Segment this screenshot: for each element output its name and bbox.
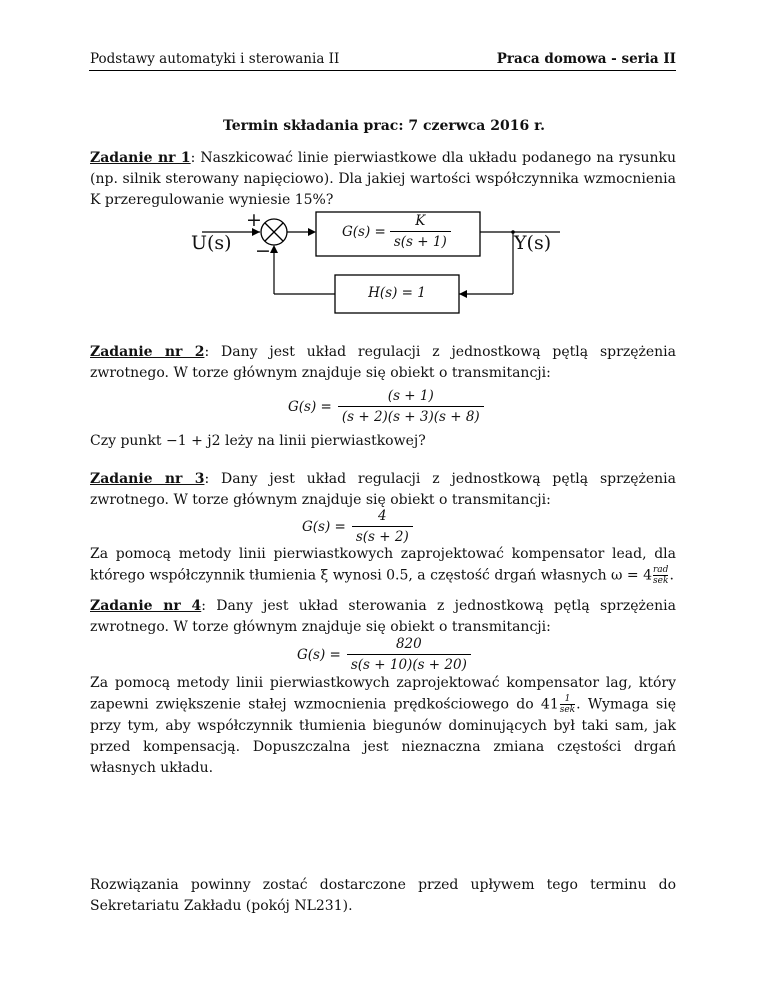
task2-paragraph xyxy=(90,342,676,384)
task2-equation xyxy=(288,388,484,425)
feedback-transfer: H(s) = 1 xyxy=(368,285,426,301)
task2-label: Zadanie nr 2 xyxy=(90,344,205,360)
forward-num: K xyxy=(415,213,426,229)
task3-text2-end: . xyxy=(669,567,674,584)
task3-eq-den: s(s + 2) xyxy=(352,526,413,545)
task3-eq-lhs: G(s) = xyxy=(302,518,346,535)
header-rule xyxy=(89,70,676,71)
footer-note: Rozwiązania powinny zostać dostarczone przed upływem tego terminu do Sekretariatu Zakładu (pokój NL231). xyxy=(90,877,676,914)
task4-unit-den: sek xyxy=(559,705,576,715)
task3-unit xyxy=(653,565,668,586)
task4-paragraph xyxy=(90,596,676,638)
task3-text2: Za pomocą metody linii pierwiastkowych zaprojektować kompensator lead, dla którego współczynnik tłumienia ξ wynosi 0.5, a częstość drgań własnych ω = 4 xyxy=(90,546,676,584)
deadline: Termin składania prac: 7 czerwca 2016 r. xyxy=(222,118,546,134)
minus-sign: − xyxy=(255,240,271,262)
task1-text: : Naszkicować linie pierwiastkowe dla układu podanego na rysunku (np. silnik sterowany napięciowo). Dla jakiej wartości współczynnika wzmocnienia K przeregulowanie wyniesie 15%? xyxy=(90,150,676,208)
task1-label: Zadanie nr 1 xyxy=(90,150,191,166)
task2-question: Czy punkt −1 + j2 leży na linii pierwiastkowej? xyxy=(90,433,426,449)
task4-text2: Za pomocą metody linii pierwiastkowych zaprojektować kompensator lag, który zapewni zwiększenie stałej wzmocnienia prędkościowego do 41 xyxy=(90,675,676,713)
task4-label: Zadanie nr 4 xyxy=(90,598,202,614)
task3-paragraph-2 xyxy=(90,544,676,587)
series-title: Praca domowa - seria II xyxy=(496,51,676,67)
task4-eq-num: 820 xyxy=(395,636,422,652)
task2-eq-den: (s + 2)(s + 3)(s + 8) xyxy=(338,406,484,425)
task2-eq-num: (s + 1) xyxy=(387,388,434,404)
task2-eq-lhs: G(s) = xyxy=(288,398,332,415)
output-label: Y(s) xyxy=(514,232,552,254)
task4-paragraph-2 xyxy=(90,673,676,779)
course-title: Podstawy automatyki i sterowania II xyxy=(90,51,340,67)
task4-text2-end: . Wymaga się przy tym, aby współczynnik tłumienia biegunów dominujących był taki sam, jak przed kompensacją. Dopuszczalna jest nieznaczna zmiana częstości drgań własnych układu. xyxy=(90,696,676,776)
task3-text: : Dany jest układ regulacji z jednostkową pętlą sprzężenia zwrotnego. W torze głównym znajduje się obiekt o transmitancji: xyxy=(90,471,676,508)
task3-label: Zadanie nr 3 xyxy=(90,471,205,487)
plus-sign: + xyxy=(246,209,262,231)
task4-equation xyxy=(297,636,471,673)
task3-unit-den: sek xyxy=(653,576,669,586)
forward-lhs: G(s) = xyxy=(342,223,386,240)
task4-eq-den: s(s + 10)(s + 20) xyxy=(347,654,471,673)
task4-unit xyxy=(560,694,575,715)
task1-paragraph xyxy=(90,148,676,211)
task3-paragraph xyxy=(90,469,676,511)
task4-unit-num: 1 xyxy=(564,694,571,704)
task4-text: : Dany jest układ sterowania z jednostkową pętlą sprzężenia zwrotnego. W torze głównym znajduje się obiekt o transmitancji: xyxy=(90,598,676,635)
forward-den: s(s + 1) xyxy=(390,231,451,250)
task3-unit-num: rad xyxy=(653,565,669,575)
task4-eq-lhs: G(s) = xyxy=(297,646,341,663)
task2-text: : Dany jest układ regulacji z jednostkową pętlą sprzężenia zwrotnego. W torze głównym znajduje się obiekt o transmitancji: xyxy=(90,344,676,381)
input-label: U(s) xyxy=(191,232,232,254)
task3-equation xyxy=(302,508,413,545)
forward-transfer xyxy=(342,213,451,250)
task3-eq-num: 4 xyxy=(378,508,387,524)
